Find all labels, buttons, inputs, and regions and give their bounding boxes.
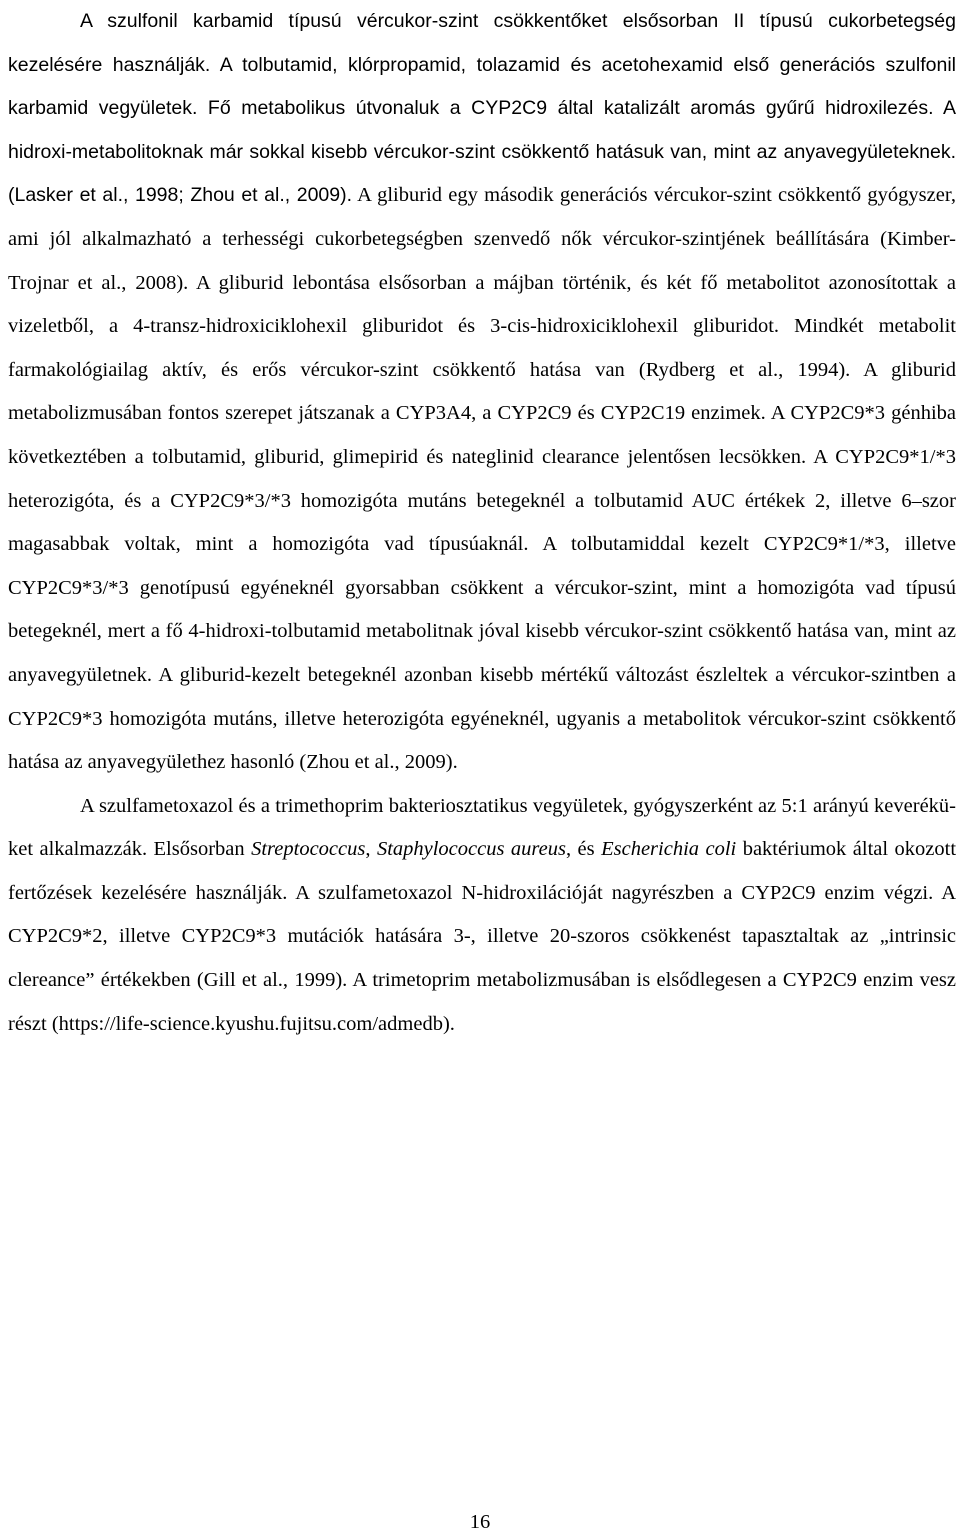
text-segment: , <box>365 838 377 861</box>
species-name: Escherichia coli <box>601 838 737 861</box>
document-page <box>8 0 956 1046</box>
text-segment: baktériumok által okozott fertőzések kezelésére használják. A szulfametoxazol N-hidroxilációját nagyrészben a CYP2C9 enzim végzi. A CYP2C9*2, illetve CYP2C9*3 mutációk hatására 3-, illetve 20-szoros csökkenést tapasztaltak az „intrinsic clereance” értékekben (Gill et al., 1999). A trimetoprim metabolizmusában is elsődlegesen a CYP2C9 enzim vesz részt (https://life-science.kyushu.fujitsu.com/admedb). <box>8 838 957 1035</box>
page-number: 16 <box>469 1511 491 1533</box>
paragraph-sulfonylurea <box>8 0 956 785</box>
paragraph-sans-segment: A szulfonil karbamid típusú vércukor-szint csökkentőket elsősorban II típusú cukorbetegség kezelésére használják. A tolbutamid, klórpropamid, tolazamid és acetohexamid első generációs szulfonil karbamid vegyületek. Fő metabolikus útvonaluk a CYP2C9 által katalizált aromás gyűrű hidroxilezés. A hidroxi-metabolitoknak már sokkal kisebb vércukor-szint csökkentő hatásuk van, mint az anyavegyületeknek. (Lasker et al., 1998; Zhou et al., 2009). <box>8 10 956 207</box>
paragraph-serif-segment: A gliburid egy második generációs vércukor-szint csökkentő gyógyszer, ami jól alkalmazható a terhességi cukorbetegségben szenvedő nők vércukor-szintjének beállítására (Kimber-Trojnar et al., 2008). A gliburid lebontása elsősorban a májban történik, és két fő metabolitot azonosítottak a vizeletből, a 4-transz-hidroxiciklohexil gliburidot és 3-cis-hidroxiciklohexil gliburidot. Mindkét metabolit farmakológiailag aktív, és erős vércukor-szint csökkentő hatása van (Rydberg et al., 1994). A gliburid metabolizmusában fontos szerepet játszanak a CYP3A4, a CYP2C9 és CYP2C19 enzimek. A CYP2C9*3 génhiba következtében a tolbutamid, gliburid, glimepirid és nateglinid clearance jelentősen lecsökken. A CYP2C9*1/*3 heterozigóta, és a CYP2C9*3/*3 homozigóta mutáns betegeknél a tolbutamid AUC értékek 2, illetve 6–szor magasabbak voltak, mint a homozigóta vad típusúaknál. A tolbutamiddal kezelt CYP2C9*1/*3, illetve CYP2C9*3/*3 genotípusú egyéneknél gyorsabban csökkent a vércukor-szint, mint a homozigóta vad típusú betegeknél, mert a fő 4-hidroxi-tolbutamid metabolitnak jóval kisebb vércukor-szint csökkentő hatása van, mint az anyavegyületnek. A gliburid-kezelt betegeknél azonban kisebb mértékű változást észleltek a vércukor-szintben a CYP2C9*3 homozigóta mutáns, illetve heterozigóta egyéneknél, ugyanis a metabolitok vércukor-szint csökkentő hatása az anyavegyülethez hasonló (Zhou et al., 2009). <box>8 184 956 774</box>
text-segment: A szulfametoxazol és a trimethoprim bakteriosztatikus vegyületek, gyógyszerként az 5:1 arányú keveréküket alkalmazzák. Elsősorban <box>8 794 956 861</box>
text-segment: , és <box>565 838 602 861</box>
paragraph-sulfamethoxazole <box>8 785 956 1047</box>
species-name: Streptococcus <box>251 838 366 861</box>
species-name: Staphylococcus aureus <box>376 838 566 861</box>
